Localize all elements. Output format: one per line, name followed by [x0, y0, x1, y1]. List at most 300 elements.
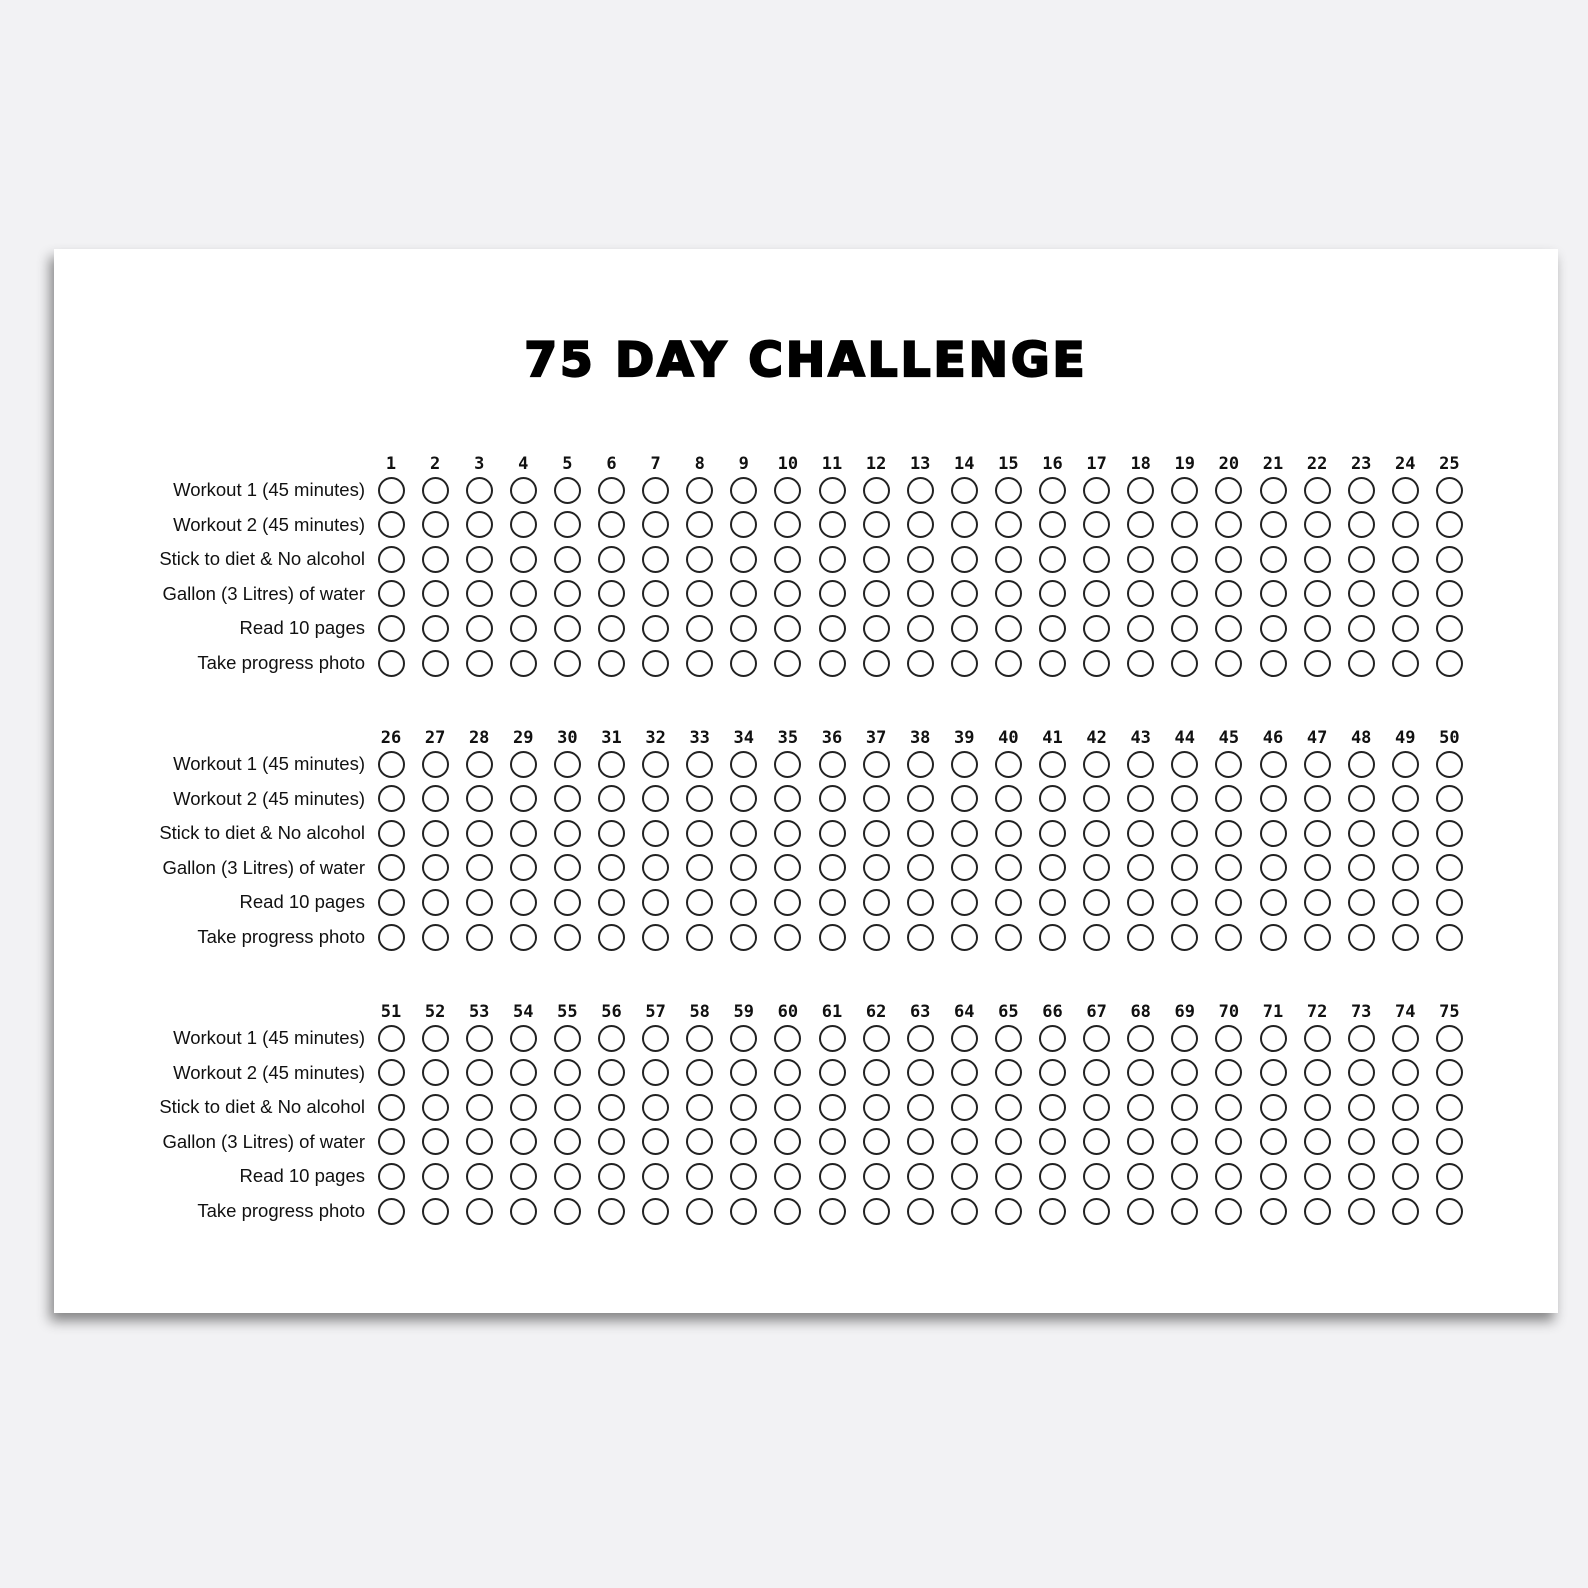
- day-checkbox[interactable]: [1127, 1025, 1154, 1052]
- day-checkbox[interactable]: [995, 511, 1022, 538]
- day-checkbox[interactable]: [1260, 854, 1287, 881]
- day-checkbox[interactable]: [774, 1059, 801, 1086]
- day-checkbox[interactable]: [1436, 546, 1463, 573]
- day-checkbox[interactable]: [1215, 785, 1242, 812]
- day-checkbox[interactable]: [1083, 820, 1110, 847]
- day-checkbox[interactable]: [730, 1198, 757, 1225]
- day-checkbox[interactable]: [1171, 1198, 1198, 1225]
- day-checkbox[interactable]: [422, 1163, 449, 1190]
- day-checkbox[interactable]: [1348, 924, 1375, 951]
- day-checkbox[interactable]: [1260, 785, 1287, 812]
- day-checkbox[interactable]: [422, 854, 449, 881]
- day-checkbox[interactable]: [1127, 751, 1154, 778]
- day-checkbox[interactable]: [951, 785, 978, 812]
- day-checkbox[interactable]: [1127, 1163, 1154, 1190]
- day-checkbox[interactable]: [819, 580, 846, 607]
- day-checkbox[interactable]: [1348, 650, 1375, 677]
- day-checkbox[interactable]: [1304, 1025, 1331, 1052]
- day-checkbox[interactable]: [1215, 477, 1242, 504]
- day-checkbox[interactable]: [995, 615, 1022, 642]
- day-checkbox[interactable]: [1171, 820, 1198, 847]
- day-checkbox[interactable]: [1171, 511, 1198, 538]
- day-checkbox[interactable]: [730, 1163, 757, 1190]
- day-checkbox[interactable]: [951, 580, 978, 607]
- day-checkbox[interactable]: [730, 854, 757, 881]
- day-checkbox[interactable]: [1039, 785, 1066, 812]
- day-checkbox[interactable]: [1392, 820, 1419, 847]
- day-checkbox[interactable]: [730, 546, 757, 573]
- day-checkbox[interactable]: [1083, 1128, 1110, 1155]
- day-checkbox[interactable]: [510, 650, 537, 677]
- day-checkbox[interactable]: [1260, 580, 1287, 607]
- day-checkbox[interactable]: [1392, 580, 1419, 607]
- day-checkbox[interactable]: [1171, 615, 1198, 642]
- day-checkbox[interactable]: [554, 477, 581, 504]
- day-checkbox[interactable]: [378, 615, 405, 642]
- day-checkbox[interactable]: [863, 511, 890, 538]
- day-checkbox[interactable]: [819, 1128, 846, 1155]
- day-checkbox[interactable]: [1392, 1163, 1419, 1190]
- day-checkbox[interactable]: [995, 580, 1022, 607]
- day-checkbox[interactable]: [1171, 785, 1198, 812]
- day-checkbox[interactable]: [686, 546, 713, 573]
- day-checkbox[interactable]: [1039, 511, 1066, 538]
- day-checkbox[interactable]: [1127, 1128, 1154, 1155]
- day-checkbox[interactable]: [819, 889, 846, 916]
- day-checkbox[interactable]: [554, 580, 581, 607]
- day-checkbox[interactable]: [466, 650, 493, 677]
- day-checkbox[interactable]: [686, 785, 713, 812]
- day-checkbox[interactable]: [686, 511, 713, 538]
- day-checkbox[interactable]: [1304, 580, 1331, 607]
- day-checkbox[interactable]: [819, 751, 846, 778]
- day-checkbox[interactable]: [1392, 854, 1419, 881]
- day-checkbox[interactable]: [422, 1094, 449, 1121]
- day-checkbox[interactable]: [642, 1025, 669, 1052]
- day-checkbox[interactable]: [598, 615, 625, 642]
- day-checkbox[interactable]: [642, 820, 669, 847]
- day-checkbox[interactable]: [1215, 1163, 1242, 1190]
- day-checkbox[interactable]: [554, 924, 581, 951]
- day-checkbox[interactable]: [995, 650, 1022, 677]
- day-checkbox[interactable]: [1436, 1094, 1463, 1121]
- day-checkbox[interactable]: [907, 785, 934, 812]
- day-checkbox[interactable]: [598, 854, 625, 881]
- day-checkbox[interactable]: [863, 1094, 890, 1121]
- day-checkbox[interactable]: [730, 1094, 757, 1121]
- day-checkbox[interactable]: [774, 924, 801, 951]
- day-checkbox[interactable]: [1083, 924, 1110, 951]
- day-checkbox[interactable]: [642, 1094, 669, 1121]
- day-checkbox[interactable]: [774, 751, 801, 778]
- day-checkbox[interactable]: [642, 1128, 669, 1155]
- day-checkbox[interactable]: [1083, 1059, 1110, 1086]
- day-checkbox[interactable]: [598, 1163, 625, 1190]
- day-checkbox[interactable]: [951, 751, 978, 778]
- day-checkbox[interactable]: [907, 477, 934, 504]
- day-checkbox[interactable]: [378, 1163, 405, 1190]
- day-checkbox[interactable]: [554, 889, 581, 916]
- day-checkbox[interactable]: [598, 477, 625, 504]
- day-checkbox[interactable]: [995, 820, 1022, 847]
- day-checkbox[interactable]: [422, 751, 449, 778]
- day-checkbox[interactable]: [1171, 924, 1198, 951]
- day-checkbox[interactable]: [1436, 1198, 1463, 1225]
- day-checkbox[interactable]: [1348, 751, 1375, 778]
- day-checkbox[interactable]: [1127, 1059, 1154, 1086]
- day-checkbox[interactable]: [1436, 1128, 1463, 1155]
- day-checkbox[interactable]: [642, 1059, 669, 1086]
- day-checkbox[interactable]: [554, 854, 581, 881]
- day-checkbox[interactable]: [1392, 615, 1419, 642]
- day-checkbox[interactable]: [598, 889, 625, 916]
- day-checkbox[interactable]: [422, 820, 449, 847]
- day-checkbox[interactable]: [1392, 751, 1419, 778]
- day-checkbox[interactable]: [1348, 1059, 1375, 1086]
- day-checkbox[interactable]: [1215, 650, 1242, 677]
- day-checkbox[interactable]: [686, 477, 713, 504]
- day-checkbox[interactable]: [1348, 511, 1375, 538]
- day-checkbox[interactable]: [1127, 477, 1154, 504]
- day-checkbox[interactable]: [863, 1059, 890, 1086]
- day-checkbox[interactable]: [1392, 924, 1419, 951]
- day-checkbox[interactable]: [510, 546, 537, 573]
- day-checkbox[interactable]: [907, 751, 934, 778]
- day-checkbox[interactable]: [1039, 615, 1066, 642]
- day-checkbox[interactable]: [1039, 1128, 1066, 1155]
- day-checkbox[interactable]: [1348, 546, 1375, 573]
- day-checkbox[interactable]: [1171, 580, 1198, 607]
- day-checkbox[interactable]: [863, 785, 890, 812]
- day-checkbox[interactable]: [466, 546, 493, 573]
- day-checkbox[interactable]: [1215, 546, 1242, 573]
- day-checkbox[interactable]: [642, 924, 669, 951]
- day-checkbox[interactable]: [863, 1198, 890, 1225]
- day-checkbox[interactable]: [1348, 1128, 1375, 1155]
- day-checkbox[interactable]: [1436, 477, 1463, 504]
- day-checkbox[interactable]: [1436, 511, 1463, 538]
- day-checkbox[interactable]: [863, 546, 890, 573]
- day-checkbox[interactable]: [466, 615, 493, 642]
- day-checkbox[interactable]: [422, 511, 449, 538]
- day-checkbox[interactable]: [863, 650, 890, 677]
- day-checkbox[interactable]: [1304, 1198, 1331, 1225]
- day-checkbox[interactable]: [378, 580, 405, 607]
- day-checkbox[interactable]: [598, 751, 625, 778]
- day-checkbox[interactable]: [422, 1128, 449, 1155]
- day-checkbox[interactable]: [686, 751, 713, 778]
- day-checkbox[interactable]: [1215, 580, 1242, 607]
- day-checkbox[interactable]: [995, 1059, 1022, 1086]
- day-checkbox[interactable]: [951, 477, 978, 504]
- day-checkbox[interactable]: [1083, 1025, 1110, 1052]
- day-checkbox[interactable]: [951, 854, 978, 881]
- day-checkbox[interactable]: [1304, 477, 1331, 504]
- day-checkbox[interactable]: [863, 924, 890, 951]
- day-checkbox[interactable]: [466, 820, 493, 847]
- day-checkbox[interactable]: [1260, 1163, 1287, 1190]
- day-checkbox[interactable]: [1083, 580, 1110, 607]
- day-checkbox[interactable]: [466, 924, 493, 951]
- day-checkbox[interactable]: [378, 1059, 405, 1086]
- day-checkbox[interactable]: [1215, 854, 1242, 881]
- day-checkbox[interactable]: [819, 1198, 846, 1225]
- day-checkbox[interactable]: [951, 546, 978, 573]
- day-checkbox[interactable]: [1215, 1025, 1242, 1052]
- day-checkbox[interactable]: [774, 511, 801, 538]
- day-checkbox[interactable]: [907, 1163, 934, 1190]
- day-checkbox[interactable]: [1171, 751, 1198, 778]
- day-checkbox[interactable]: [1171, 1025, 1198, 1052]
- day-checkbox[interactable]: [995, 1128, 1022, 1155]
- day-checkbox[interactable]: [951, 615, 978, 642]
- day-checkbox[interactable]: [554, 820, 581, 847]
- day-checkbox[interactable]: [1436, 580, 1463, 607]
- day-checkbox[interactable]: [730, 511, 757, 538]
- day-checkbox[interactable]: [510, 1198, 537, 1225]
- day-checkbox[interactable]: [730, 785, 757, 812]
- day-checkbox[interactable]: [466, 477, 493, 504]
- day-checkbox[interactable]: [510, 751, 537, 778]
- day-checkbox[interactable]: [1392, 889, 1419, 916]
- day-checkbox[interactable]: [774, 615, 801, 642]
- day-checkbox[interactable]: [995, 1025, 1022, 1052]
- day-checkbox[interactable]: [422, 1059, 449, 1086]
- day-checkbox[interactable]: [466, 1094, 493, 1121]
- day-checkbox[interactable]: [686, 1059, 713, 1086]
- day-checkbox[interactable]: [466, 580, 493, 607]
- day-checkbox[interactable]: [1039, 1025, 1066, 1052]
- day-checkbox[interactable]: [863, 820, 890, 847]
- day-checkbox[interactable]: [1127, 1094, 1154, 1121]
- day-checkbox[interactable]: [1260, 1094, 1287, 1121]
- day-checkbox[interactable]: [730, 820, 757, 847]
- day-checkbox[interactable]: [907, 546, 934, 573]
- day-checkbox[interactable]: [510, 1128, 537, 1155]
- day-checkbox[interactable]: [1083, 751, 1110, 778]
- day-checkbox[interactable]: [598, 1094, 625, 1121]
- day-checkbox[interactable]: [1171, 854, 1198, 881]
- day-checkbox[interactable]: [598, 1059, 625, 1086]
- day-checkbox[interactable]: [1436, 1059, 1463, 1086]
- day-checkbox[interactable]: [554, 615, 581, 642]
- day-checkbox[interactable]: [642, 1198, 669, 1225]
- day-checkbox[interactable]: [1260, 650, 1287, 677]
- day-checkbox[interactable]: [554, 1059, 581, 1086]
- day-checkbox[interactable]: [1348, 820, 1375, 847]
- day-checkbox[interactable]: [1392, 1025, 1419, 1052]
- day-checkbox[interactable]: [510, 924, 537, 951]
- day-checkbox[interactable]: [1392, 1059, 1419, 1086]
- day-checkbox[interactable]: [1260, 924, 1287, 951]
- day-checkbox[interactable]: [995, 924, 1022, 951]
- day-checkbox[interactable]: [642, 889, 669, 916]
- day-checkbox[interactable]: [1304, 511, 1331, 538]
- day-checkbox[interactable]: [378, 924, 405, 951]
- day-checkbox[interactable]: [642, 615, 669, 642]
- day-checkbox[interactable]: [686, 889, 713, 916]
- day-checkbox[interactable]: [378, 820, 405, 847]
- day-checkbox[interactable]: [907, 889, 934, 916]
- day-checkbox[interactable]: [1171, 889, 1198, 916]
- day-checkbox[interactable]: [819, 546, 846, 573]
- day-checkbox[interactable]: [1392, 546, 1419, 573]
- day-checkbox[interactable]: [554, 1025, 581, 1052]
- day-checkbox[interactable]: [1348, 889, 1375, 916]
- day-checkbox[interactable]: [422, 1025, 449, 1052]
- day-checkbox[interactable]: [1083, 615, 1110, 642]
- day-checkbox[interactable]: [598, 1198, 625, 1225]
- day-checkbox[interactable]: [819, 477, 846, 504]
- day-checkbox[interactable]: [510, 580, 537, 607]
- day-checkbox[interactable]: [1127, 820, 1154, 847]
- day-checkbox[interactable]: [1039, 820, 1066, 847]
- day-checkbox[interactable]: [1215, 924, 1242, 951]
- day-checkbox[interactable]: [466, 1128, 493, 1155]
- day-checkbox[interactable]: [774, 785, 801, 812]
- day-checkbox[interactable]: [1083, 477, 1110, 504]
- day-checkbox[interactable]: [1039, 1059, 1066, 1086]
- day-checkbox[interactable]: [907, 650, 934, 677]
- day-checkbox[interactable]: [642, 650, 669, 677]
- day-checkbox[interactable]: [642, 1163, 669, 1190]
- day-checkbox[interactable]: [378, 785, 405, 812]
- day-checkbox[interactable]: [378, 650, 405, 677]
- day-checkbox[interactable]: [422, 580, 449, 607]
- day-checkbox[interactable]: [907, 580, 934, 607]
- day-checkbox[interactable]: [598, 511, 625, 538]
- day-checkbox[interactable]: [1392, 650, 1419, 677]
- day-checkbox[interactable]: [730, 924, 757, 951]
- day-checkbox[interactable]: [995, 1163, 1022, 1190]
- day-checkbox[interactable]: [686, 580, 713, 607]
- day-checkbox[interactable]: [951, 889, 978, 916]
- day-checkbox[interactable]: [819, 1059, 846, 1086]
- day-checkbox[interactable]: [1127, 854, 1154, 881]
- day-checkbox[interactable]: [378, 477, 405, 504]
- day-checkbox[interactable]: [554, 751, 581, 778]
- day-checkbox[interactable]: [863, 1025, 890, 1052]
- day-checkbox[interactable]: [1039, 1163, 1066, 1190]
- day-checkbox[interactable]: [951, 650, 978, 677]
- day-checkbox[interactable]: [995, 854, 1022, 881]
- day-checkbox[interactable]: [1392, 1198, 1419, 1225]
- day-checkbox[interactable]: [774, 889, 801, 916]
- day-checkbox[interactable]: [1436, 615, 1463, 642]
- day-checkbox[interactable]: [686, 1025, 713, 1052]
- day-checkbox[interactable]: [1304, 785, 1331, 812]
- day-checkbox[interactable]: [1304, 615, 1331, 642]
- day-checkbox[interactable]: [1215, 1094, 1242, 1121]
- day-checkbox[interactable]: [642, 785, 669, 812]
- day-checkbox[interactable]: [951, 820, 978, 847]
- day-checkbox[interactable]: [642, 751, 669, 778]
- day-checkbox[interactable]: [819, 820, 846, 847]
- day-checkbox[interactable]: [774, 1094, 801, 1121]
- day-checkbox[interactable]: [1215, 1198, 1242, 1225]
- day-checkbox[interactable]: [510, 615, 537, 642]
- day-checkbox[interactable]: [466, 1059, 493, 1086]
- day-checkbox[interactable]: [1127, 785, 1154, 812]
- day-checkbox[interactable]: [422, 1198, 449, 1225]
- day-checkbox[interactable]: [1304, 1163, 1331, 1190]
- day-checkbox[interactable]: [1260, 477, 1287, 504]
- day-checkbox[interactable]: [510, 1163, 537, 1190]
- day-checkbox[interactable]: [1127, 511, 1154, 538]
- day-checkbox[interactable]: [686, 820, 713, 847]
- day-checkbox[interactable]: [1436, 785, 1463, 812]
- day-checkbox[interactable]: [1304, 1128, 1331, 1155]
- day-checkbox[interactable]: [1039, 1094, 1066, 1121]
- day-checkbox[interactable]: [466, 751, 493, 778]
- day-checkbox[interactable]: [1260, 889, 1287, 916]
- day-checkbox[interactable]: [642, 511, 669, 538]
- day-checkbox[interactable]: [510, 785, 537, 812]
- day-checkbox[interactable]: [1083, 854, 1110, 881]
- day-checkbox[interactable]: [1127, 615, 1154, 642]
- day-checkbox[interactable]: [1260, 1025, 1287, 1052]
- day-checkbox[interactable]: [1127, 924, 1154, 951]
- day-checkbox[interactable]: [378, 1198, 405, 1225]
- day-checkbox[interactable]: [510, 1059, 537, 1086]
- day-checkbox[interactable]: [598, 650, 625, 677]
- day-checkbox[interactable]: [1083, 1094, 1110, 1121]
- day-checkbox[interactable]: [863, 615, 890, 642]
- day-checkbox[interactable]: [510, 511, 537, 538]
- day-checkbox[interactable]: [1039, 854, 1066, 881]
- day-checkbox[interactable]: [907, 1059, 934, 1086]
- day-checkbox[interactable]: [863, 580, 890, 607]
- day-checkbox[interactable]: [774, 650, 801, 677]
- day-checkbox[interactable]: [554, 546, 581, 573]
- day-checkbox[interactable]: [774, 1198, 801, 1225]
- day-checkbox[interactable]: [1215, 751, 1242, 778]
- day-checkbox[interactable]: [1348, 1025, 1375, 1052]
- day-checkbox[interactable]: [1127, 889, 1154, 916]
- day-checkbox[interactable]: [554, 511, 581, 538]
- day-checkbox[interactable]: [1171, 1128, 1198, 1155]
- day-checkbox[interactable]: [554, 650, 581, 677]
- day-checkbox[interactable]: [1304, 1059, 1331, 1086]
- day-checkbox[interactable]: [1171, 546, 1198, 573]
- day-checkbox[interactable]: [1304, 650, 1331, 677]
- day-checkbox[interactable]: [686, 1163, 713, 1190]
- day-checkbox[interactable]: [774, 820, 801, 847]
- day-checkbox[interactable]: [686, 1094, 713, 1121]
- day-checkbox[interactable]: [422, 889, 449, 916]
- day-checkbox[interactable]: [1127, 580, 1154, 607]
- day-checkbox[interactable]: [1392, 477, 1419, 504]
- day-checkbox[interactable]: [1304, 924, 1331, 951]
- day-checkbox[interactable]: [907, 615, 934, 642]
- day-checkbox[interactable]: [819, 1094, 846, 1121]
- day-checkbox[interactable]: [730, 1059, 757, 1086]
- day-checkbox[interactable]: [1348, 1198, 1375, 1225]
- day-checkbox[interactable]: [642, 477, 669, 504]
- day-checkbox[interactable]: [1171, 477, 1198, 504]
- day-checkbox[interactable]: [1436, 924, 1463, 951]
- day-checkbox[interactable]: [510, 854, 537, 881]
- day-checkbox[interactable]: [598, 1025, 625, 1052]
- day-checkbox[interactable]: [466, 889, 493, 916]
- day-checkbox[interactable]: [554, 1163, 581, 1190]
- day-checkbox[interactable]: [995, 1198, 1022, 1225]
- day-checkbox[interactable]: [510, 1094, 537, 1121]
- day-checkbox[interactable]: [554, 1094, 581, 1121]
- day-checkbox[interactable]: [1392, 1094, 1419, 1121]
- day-checkbox[interactable]: [1083, 511, 1110, 538]
- day-checkbox[interactable]: [995, 751, 1022, 778]
